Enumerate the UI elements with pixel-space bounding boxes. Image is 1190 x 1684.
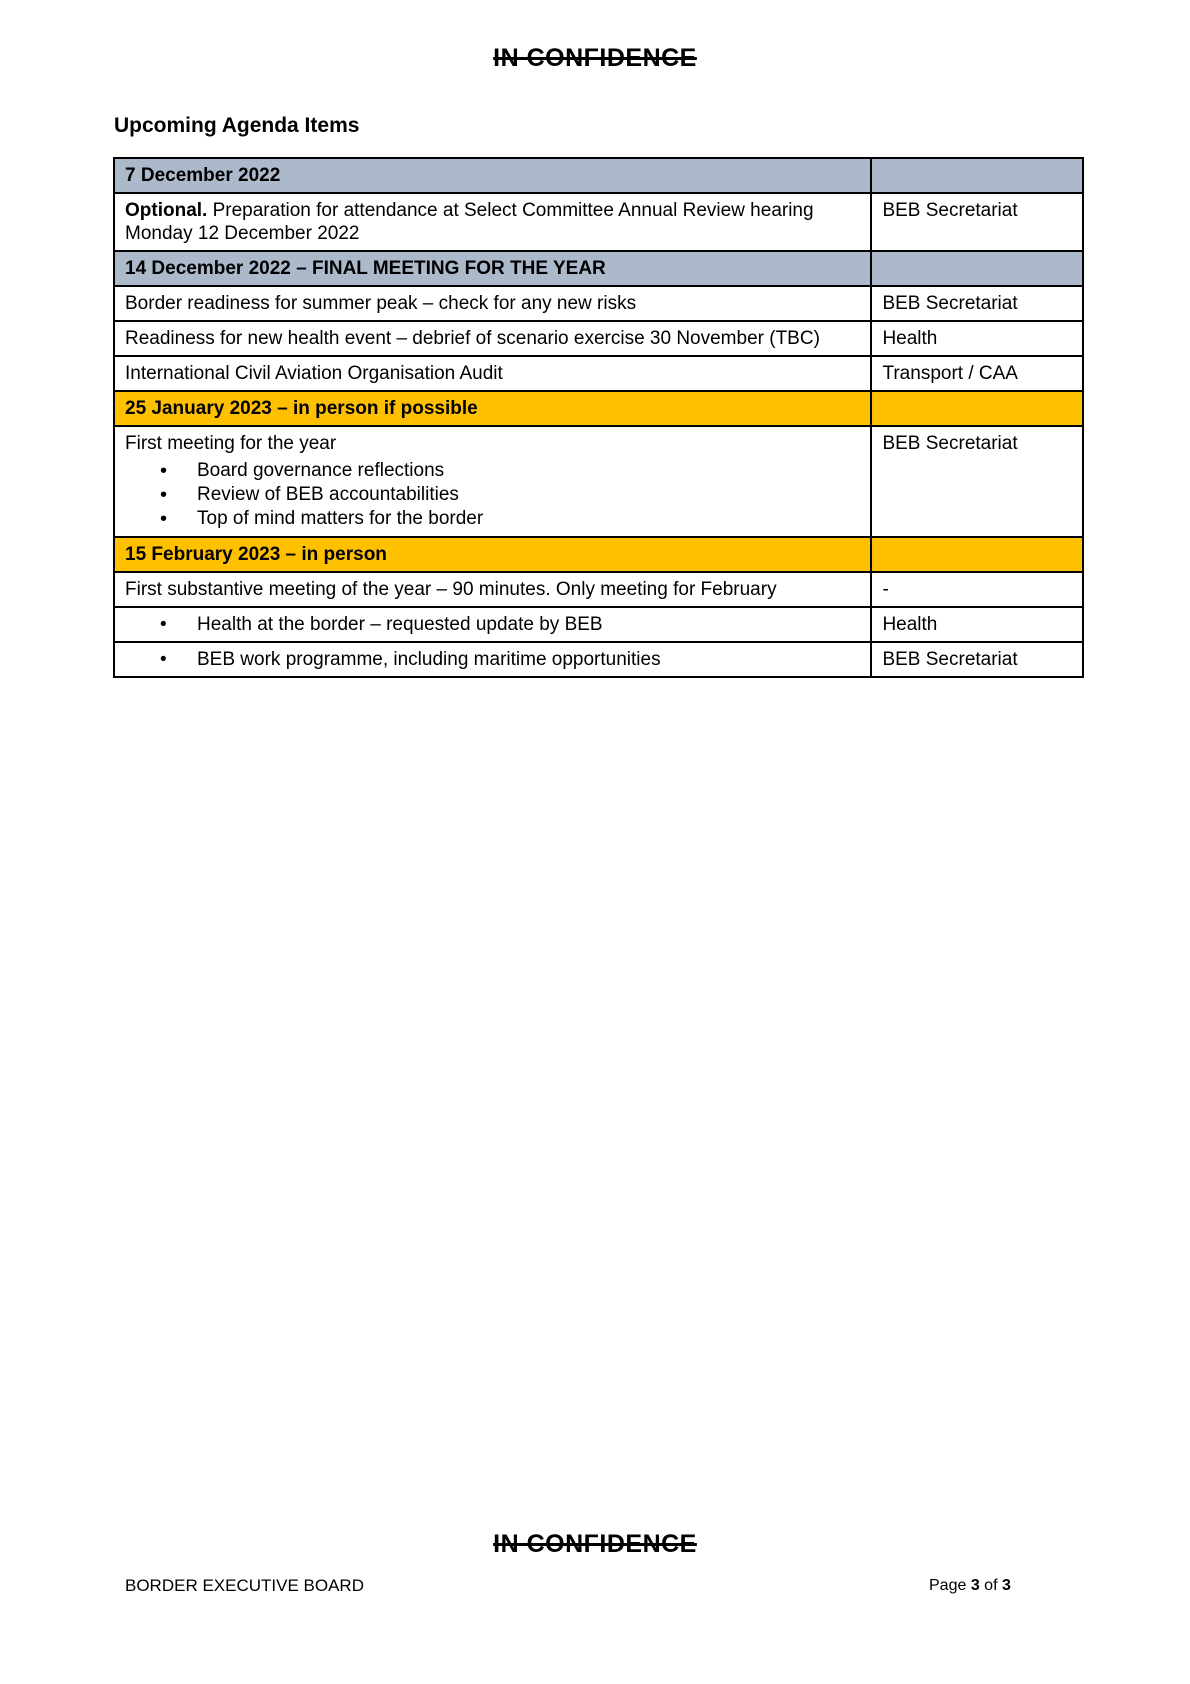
table-row xyxy=(114,321,1083,356)
agenda-bullet-list xyxy=(125,459,860,531)
agenda-bullet-item: • BEB work programme, including maritime opportunities xyxy=(125,648,860,671)
agenda-item: Border readiness for summer peak – check for any new risks xyxy=(114,286,871,321)
agenda-heading: 25 January 2023 – in person if possible xyxy=(114,391,871,426)
classification-footer: IN CONFIDENCE xyxy=(493,1530,697,1558)
agenda-item xyxy=(114,193,871,251)
agenda-item-owner: BEB Secretariat xyxy=(871,426,1083,537)
page-prefix: Page xyxy=(929,1577,971,1594)
agenda-bullet-item: • Health at the border – requested update by BEB xyxy=(125,613,860,636)
agenda-item-owner: Transport / CAA xyxy=(871,356,1083,391)
table-row xyxy=(114,607,1083,642)
page-number xyxy=(929,1577,1011,1595)
table-row xyxy=(114,286,1083,321)
table-row xyxy=(114,642,1083,677)
footer-organisation: BORDER EXECUTIVE BOARD xyxy=(125,1576,364,1595)
agenda-item-owner: Health xyxy=(871,607,1083,642)
agenda-heading-row xyxy=(114,158,1083,193)
agenda-item-owner: BEB Secretariat xyxy=(871,286,1083,321)
list-item: • Top of mind matters for the border xyxy=(125,507,860,531)
agenda-item-intro: First meeting for the year xyxy=(125,433,337,454)
agenda-item-owner: BEB Secretariat xyxy=(871,193,1083,251)
agenda-item: First substantive meeting of the year – 90 minutes. Only meeting for February xyxy=(114,572,871,607)
page-total: 3 xyxy=(1001,1577,1011,1594)
list-item: • Board governance reflections xyxy=(125,459,860,483)
agenda-item-owner: BEB Secretariat xyxy=(871,642,1083,677)
section-title: Upcoming Agenda Items xyxy=(114,114,360,137)
classification-header: IN CONFIDENCE xyxy=(493,44,697,72)
agenda-heading-owner xyxy=(871,391,1083,426)
agenda-item xyxy=(114,607,871,642)
agenda-heading-owner xyxy=(871,158,1083,193)
table-row xyxy=(114,426,1083,537)
agenda-heading: 7 December 2022 xyxy=(114,158,871,193)
agenda-item: Readiness for new health event – debrief of scenario exercise 30 November (TBC) xyxy=(114,321,871,356)
agenda-heading-row xyxy=(114,391,1083,426)
agenda-heading: 14 December 2022 – FINAL MEETING FOR THE YEAR xyxy=(114,251,871,286)
list-item: • Review of BEB accountabilities xyxy=(125,483,860,507)
agenda-table xyxy=(113,157,1084,678)
agenda-item xyxy=(114,642,871,677)
agenda-item-emphasis: Optional. xyxy=(125,200,208,221)
agenda-item-owner: - xyxy=(871,572,1083,607)
agenda-heading-owner xyxy=(871,537,1083,572)
agenda-heading-owner xyxy=(871,251,1083,286)
agenda-heading: 15 February 2023 – in person xyxy=(114,537,871,572)
table-row xyxy=(114,193,1083,251)
agenda-item xyxy=(114,426,871,537)
agenda-heading-row xyxy=(114,251,1083,286)
agenda-item-text: Preparation for attendance at Select Committee Annual Review hearing Monday 12 December 2022 xyxy=(125,200,814,244)
agenda-heading-row xyxy=(114,537,1083,572)
table-row xyxy=(114,356,1083,391)
agenda-item: International Civil Aviation Organisation Audit xyxy=(114,356,871,391)
table-row xyxy=(114,572,1083,607)
agenda-item-owner: Health xyxy=(871,321,1083,356)
page-current: 3 xyxy=(970,1577,980,1594)
page-of: of xyxy=(979,1577,1002,1594)
